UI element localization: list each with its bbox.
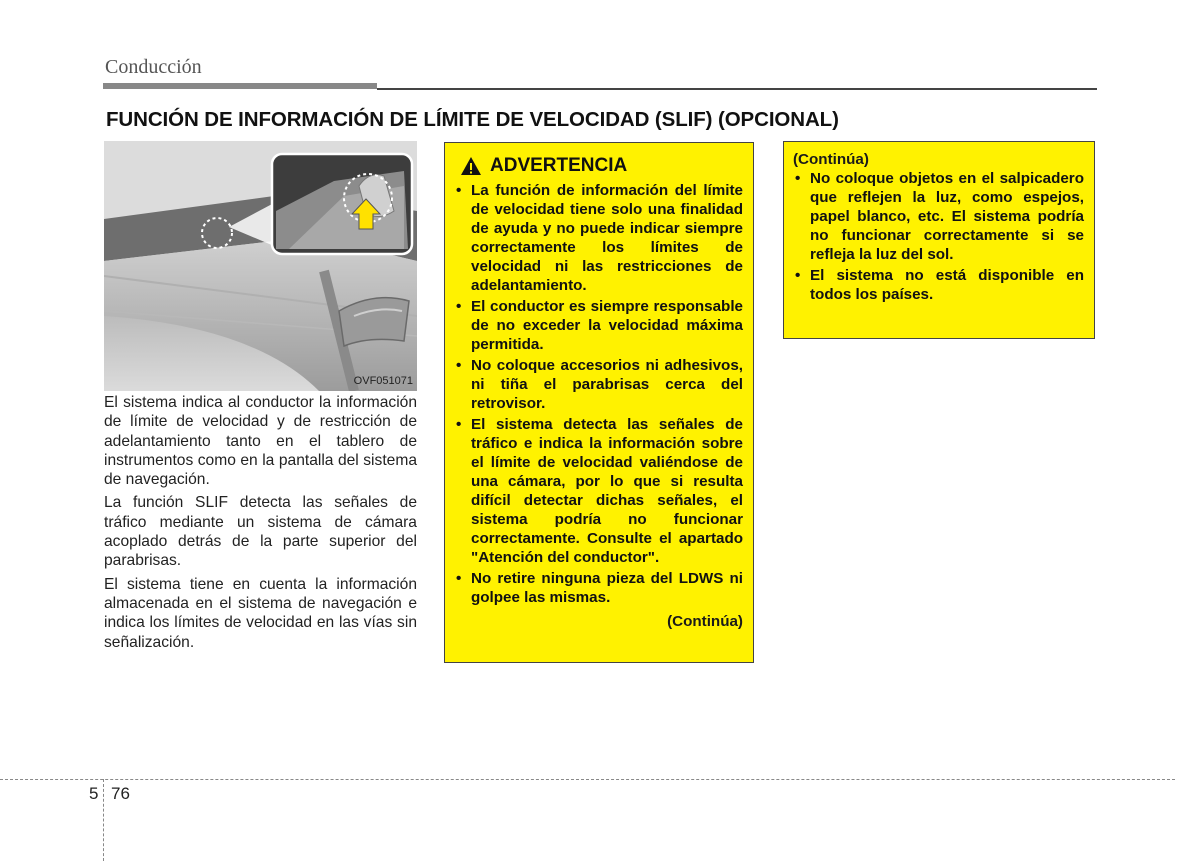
warning-continued-label: (Continúa) [667, 613, 743, 630]
warning-header [454, 155, 743, 177]
note-continued-label: (Continúa) [793, 151, 869, 168]
warning-list [454, 181, 743, 607]
header-rule-thick [103, 83, 377, 89]
note-list [793, 169, 1084, 304]
warning-triangle-icon [460, 156, 482, 176]
footer-divider [0, 779, 1175, 780]
windshield-camera-figure [104, 141, 417, 391]
figure-code: OVF051071 [353, 375, 413, 387]
warning-title: ADVERTENCIA [490, 155, 628, 176]
page-number: 76 [111, 784, 130, 803]
windshield-illustration [104, 141, 417, 391]
chapter-number: 5 [89, 784, 99, 803]
warning-item: • La función de información del límite de velocidad tiene solo una finalidad de ayuda y no puede indicar siempre correctamente los límites de velocidad ni las restricciones de adelantamiento. [454, 181, 743, 295]
warning-continued-box [783, 141, 1095, 339]
warning-item: • El sistema detecta las señales de tráfico e indica la información sobre el límite de velocidad valiéndose de una cámara, por lo que si resulta difícil detectar dichas señales, el sistema podría no funcionar correctamente. Consulte el apartado "Atención del conductor". [454, 415, 743, 567]
page-heading: FUNCIÓN DE INFORMACIÓN DE LÍMITE DE VELOCIDAD (SLIF) (OPCIONAL) [106, 108, 839, 131]
note-item: • El sistema no está disponible en todos los países. [793, 266, 1084, 304]
warning-item: • No retire ninguna pieza del LDWS ni golpee las mismas. [454, 569, 743, 607]
note-item: • No coloque objetos en el salpicadero que reflejen la luz, como espejos, papel blanco, etc. El sistema podría no funcionar correctamente si se refleja la luz del sol. [793, 169, 1084, 264]
footer-page-divider [103, 779, 104, 861]
body-paragraph: La función SLIF detecta las señales de tráfico mediante un sistema de cámara acoplado detrás de la parte superior del parabrisas. [104, 494, 417, 570]
header-rule-thin [377, 88, 1097, 90]
warning-box [444, 142, 754, 663]
body-paragraph: El sistema indica al conductor la información de límite de velocidad y de restricción de adelantamiento tanto en el tablero de instrumentos como en la pantalla del sistema de navegación. [104, 394, 417, 489]
body-text [104, 393, 417, 656]
body-paragraph: El sistema tiene en cuenta la información almacenada en el sistema de navegación e indica los límites de velocidad en las vías sin señalización. [104, 575, 417, 651]
warning-item: • No coloque accesorios ni adhesivos, ni tiña el parabrisas cerca del retrovisor. [454, 356, 743, 413]
section-title: Conducción [105, 56, 202, 78]
warning-item: • El conductor es siempre responsable de no exceder la velocidad máxima permitida. [454, 297, 743, 354]
